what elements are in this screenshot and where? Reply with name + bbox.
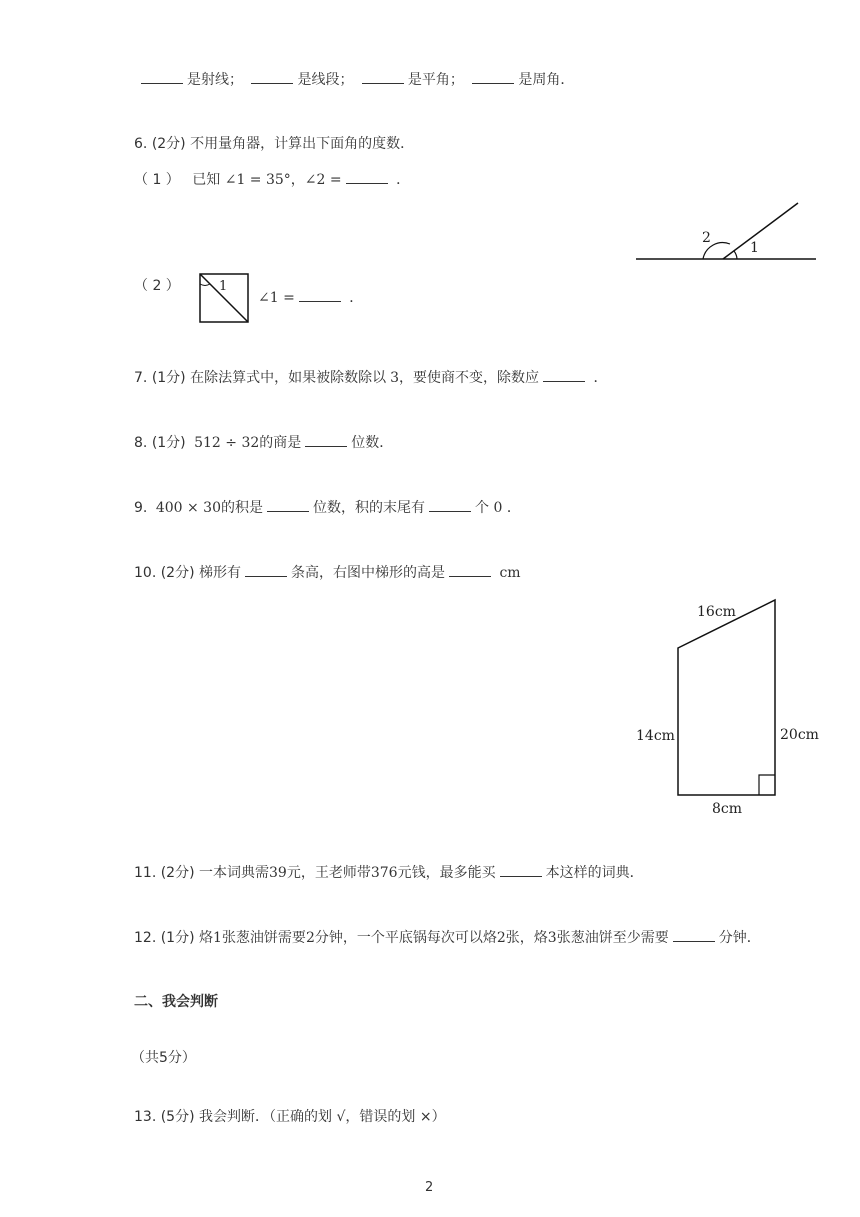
question-10: [134, 563, 521, 583]
blank[interactable]: [267, 499, 309, 512]
question-6-part-1: [134, 170, 410, 190]
section-score: [131, 1048, 196, 1068]
question-text: 位数．: [351, 435, 394, 451]
section-title: [134, 992, 218, 1012]
question-text: 的积是: [220, 500, 263, 516]
question-text: 元钱，最多能买: [397, 865, 496, 881]
question-score: (2分): [151, 136, 186, 152]
blank[interactable]: [251, 71, 293, 84]
math-expression: 400 × 30: [155, 500, 221, 516]
angle-1-label: 1: [219, 279, 228, 294]
sub-label: （ 1 ）: [134, 172, 180, 188]
question-number: 11.: [134, 865, 157, 881]
question-score: (5分): [160, 1109, 195, 1125]
question-6: [134, 134, 414, 154]
blank[interactable]: [673, 929, 715, 942]
sub-label: （ 2 ）: [134, 278, 180, 294]
number: 39: [269, 865, 287, 881]
blank[interactable]: [141, 71, 183, 84]
question-12: [134, 928, 761, 948]
blank[interactable]: [500, 864, 542, 877]
question-text: 分钟．: [718, 930, 761, 946]
question-text: ，要使商不变，除数应: [399, 370, 540, 386]
text: ．: [593, 370, 608, 386]
blank[interactable]: [543, 369, 585, 382]
angle-2-label: 2: [702, 230, 711, 246]
question-9: [134, 498, 521, 518]
question-number: 8.: [134, 435, 148, 451]
text: 是平角；: [407, 72, 464, 88]
math-expression: ∠1 = 35°，∠2 =: [224, 172, 342, 188]
blank[interactable]: [346, 171, 388, 184]
question-score: (1分): [151, 435, 186, 451]
question-text: 烙: [199, 930, 214, 946]
question-6-part-2-label: [134, 276, 180, 296]
answer-line-rays: [137, 70, 574, 90]
right-side-label: 20cm: [780, 727, 819, 743]
text: 是周角．: [518, 72, 575, 88]
question-8: [134, 433, 393, 453]
math-expression: ∠1 =: [258, 290, 295, 306]
text: ．: [506, 500, 521, 516]
number: 376: [370, 865, 398, 881]
blank[interactable]: [245, 564, 287, 577]
question-number: 10.: [134, 565, 157, 581]
text: 是线段；: [297, 72, 354, 88]
top-side-label: 16cm: [697, 604, 736, 620]
number: 1: [213, 930, 222, 946]
number: 2: [496, 930, 506, 946]
angle-1-label: 1: [750, 240, 759, 256]
number: 3: [547, 930, 557, 946]
unit: cm: [499, 565, 521, 581]
math-expression: 512 ÷ 32: [194, 435, 260, 451]
question-text: 本这样的词典．: [545, 865, 644, 881]
number: 3: [390, 370, 400, 386]
question-text: 元，王老师带: [286, 865, 371, 881]
page-number: [425, 1178, 433, 1198]
question-text: 梯形有: [199, 565, 242, 581]
question-text: 张葱油饼至少需要: [556, 930, 669, 946]
text: ．: [349, 290, 364, 306]
question-number: 6.: [134, 136, 148, 152]
question-number: 7.: [134, 370, 148, 386]
question-score: (1分): [151, 370, 186, 386]
blank[interactable]: [362, 71, 404, 84]
angle-figure: [630, 198, 830, 268]
question-text: 个: [474, 500, 489, 516]
question-11: [134, 863, 644, 883]
number: 2: [305, 930, 315, 946]
question-text: 我会判断．（正确的划 √，错误的划 ×）: [199, 1109, 446, 1125]
question-score: (1分): [160, 930, 195, 946]
section-score-text: （共5分）: [131, 1050, 196, 1066]
section-heading: 二、我会判断: [134, 994, 218, 1010]
blank[interactable]: [299, 289, 341, 302]
question-number: 13.: [134, 1109, 157, 1125]
question-text: 位数，积的末尾有: [312, 500, 425, 516]
question-text: 张，烙: [505, 930, 548, 946]
square-diagonal-figure: [197, 271, 251, 325]
question-text: 张葱油饼需要: [221, 930, 306, 946]
blank[interactable]: [305, 434, 347, 447]
question-text: 在除法算式中，如果被除数除以: [190, 370, 387, 386]
question-13: [134, 1107, 446, 1127]
blank[interactable]: [449, 564, 491, 577]
bottom-side-label: 8cm: [712, 801, 743, 817]
trapezoid-figure: [630, 595, 830, 825]
blank[interactable]: [429, 499, 471, 512]
question-number: 12.: [134, 930, 157, 946]
question-text: 的商是: [259, 435, 302, 451]
number: 0: [493, 500, 503, 516]
question-text: 一本词典需: [199, 865, 270, 881]
question-text: 条高，右图中梯形的高是: [291, 565, 446, 581]
question-7: [134, 368, 607, 388]
text: ．: [396, 172, 411, 188]
left-side-label: 14cm: [636, 728, 675, 744]
text: 是射线；: [187, 72, 243, 88]
question-text: 分钟，一个平底锅每次可以烙: [314, 930, 497, 946]
blank[interactable]: [472, 71, 514, 84]
question-text: 不用量角器，计算出下面角的度数．: [190, 136, 415, 152]
page-number-text: 2: [425, 1180, 434, 1195]
question-score: (2分): [160, 565, 195, 581]
question-number: 9.: [134, 500, 148, 516]
question-6-part-2: [258, 288, 363, 308]
question-score: (2分): [160, 865, 195, 881]
text: 已知: [192, 172, 221, 188]
